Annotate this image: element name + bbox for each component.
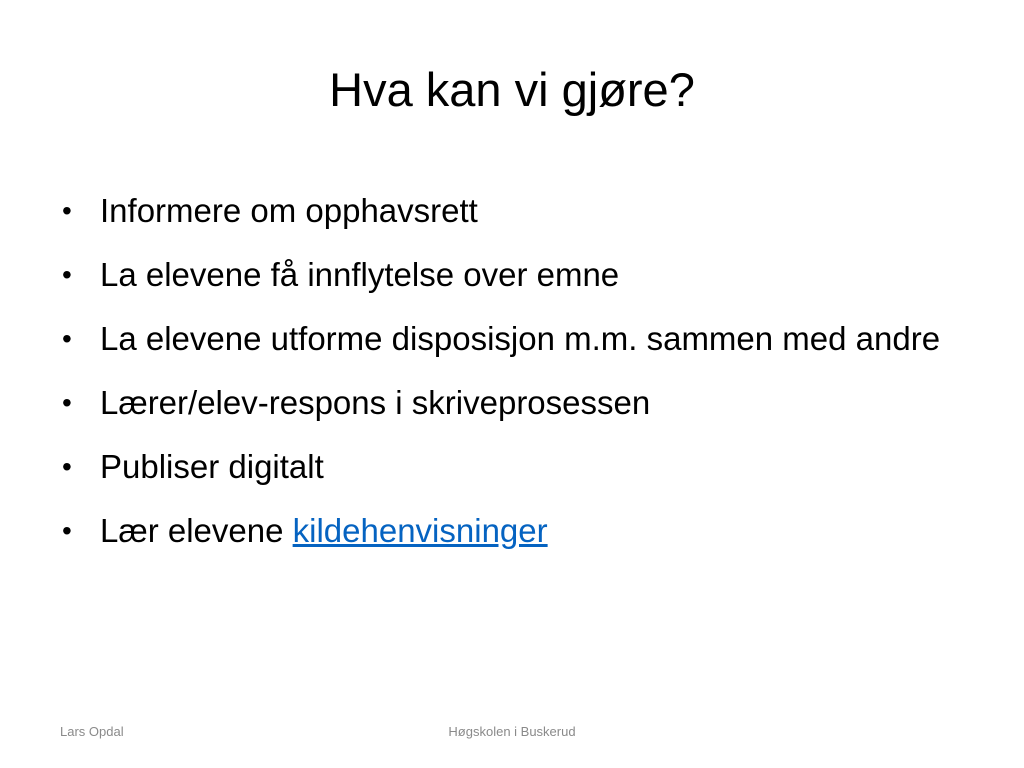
bullet-text: Lærer/elev-respons i skriveprosessen: [100, 384, 651, 421]
bullet-item-disposisjon: [58, 316, 968, 362]
bullet-icon: •: [62, 323, 72, 354]
bullet-icon: •: [62, 195, 72, 226]
footer-author: Lars Opdal: [60, 724, 124, 739]
footer-institution: Høgskolen i Buskerud: [448, 724, 576, 739]
bullet-text: La elevene få innflytelse over emne: [100, 256, 620, 293]
bullet-icon: •: [62, 387, 72, 418]
bullet-text: Informere om opphavsrett: [100, 192, 478, 229]
bullet-text: Publiser digitalt: [100, 448, 324, 485]
bullet-icon: •: [62, 451, 72, 482]
bullet-text: Lær elevene: [100, 512, 293, 549]
bullet-item-opphavsrett: [58, 188, 968, 234]
bullet-text: La elevene utforme disposisjon m.m. sammen med andre: [100, 320, 941, 357]
bullet-item-kildehenvisninger: [58, 508, 968, 554]
bullet-item-innflytelse: [58, 252, 968, 298]
bullet-icon: •: [62, 515, 72, 546]
kildehenvisninger-link[interactable]: kildehenvisninger: [292, 512, 548, 549]
slide-title: Hva kan vi gjøre?: [329, 63, 695, 116]
bullet-icon: •: [62, 259, 72, 290]
bullet-item-respons: [58, 380, 968, 426]
bullet-list: [58, 188, 968, 572]
bullet-item-publiser: [58, 444, 968, 490]
